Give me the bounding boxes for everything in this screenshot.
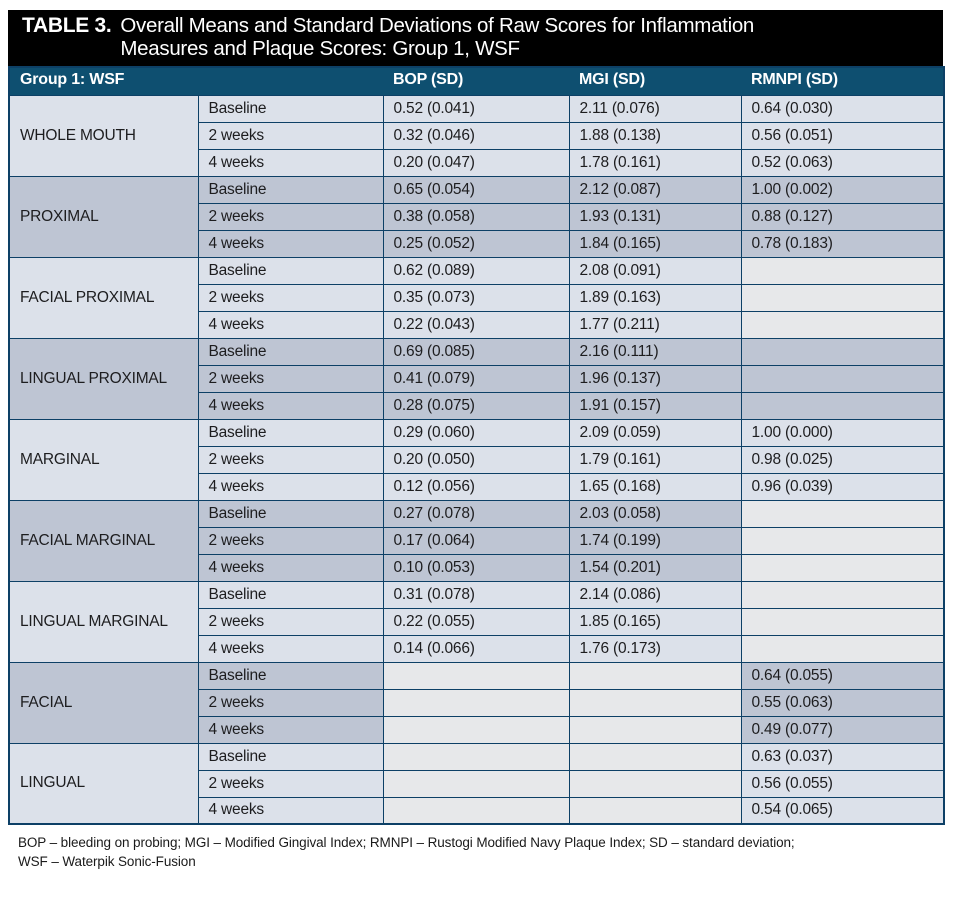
timepoint-cell: Baseline [198, 338, 383, 365]
timepoint-cell: 4 weeks [198, 716, 383, 743]
timepoint-cell: 4 weeks [198, 473, 383, 500]
bop-cell: 0.17 (0.064) [383, 527, 569, 554]
rmnpi-cell: 0.63 (0.037) [741, 743, 944, 770]
timepoint-cell: 2 weeks [198, 608, 383, 635]
bop-cell: 0.20 (0.050) [383, 446, 569, 473]
bop-cell: 0.65 (0.054) [383, 176, 569, 203]
timepoint-cell: 2 weeks [198, 284, 383, 311]
bop-cell: 0.69 (0.085) [383, 338, 569, 365]
table-number: TABLE 3. [22, 14, 112, 37]
group-label-marginal: MARGINAL [9, 419, 198, 500]
header-row [9, 67, 944, 95]
timepoint-cell: 4 weeks [198, 392, 383, 419]
bop-cell: 0.31 (0.078) [383, 581, 569, 608]
mgi-cell: 2.16 (0.111) [569, 338, 741, 365]
bop-cell-empty [383, 689, 569, 716]
group-label-lingual-proximal: LINGUAL PROXIMAL [9, 338, 198, 419]
mgi-cell: 1.54 (0.201) [569, 554, 741, 581]
mgi-cell: 2.11 (0.076) [569, 95, 741, 122]
mgi-cell-empty [569, 770, 741, 797]
table-body [9, 95, 944, 824]
timepoint-cell: Baseline [198, 743, 383, 770]
group-label-facial: FACIAL [9, 662, 198, 743]
rmnpi-cell-empty [741, 554, 944, 581]
rmnpi-cell: 0.78 (0.183) [741, 230, 944, 257]
rmnpi-cell: 1.00 (0.002) [741, 176, 944, 203]
rmnpi-cell-empty [741, 311, 944, 338]
table-title-bar [8, 10, 943, 66]
table-row [9, 581, 944, 608]
mgi-cell: 1.88 (0.138) [569, 122, 741, 149]
bop-cell: 0.25 (0.052) [383, 230, 569, 257]
rmnpi-cell-empty [741, 500, 944, 527]
timepoint-cell: 2 weeks [198, 122, 383, 149]
timepoint-cell: 2 weeks [198, 770, 383, 797]
group-label-whole-mouth: WHOLE MOUTH [9, 95, 198, 176]
header-bop-col: BOP (SD) [383, 67, 569, 95]
rmnpi-cell: 0.98 (0.025) [741, 446, 944, 473]
timepoint-cell: 2 weeks [198, 689, 383, 716]
timepoint-cell: Baseline [198, 95, 383, 122]
mgi-cell-empty [569, 662, 741, 689]
rmnpi-cell-empty [741, 635, 944, 662]
timepoint-cell: 4 weeks [198, 149, 383, 176]
header-mgi-col: MGI (SD) [569, 67, 741, 95]
mgi-cell-empty [569, 689, 741, 716]
timepoint-cell: 4 weeks [198, 797, 383, 824]
table-row [9, 662, 944, 689]
table-row [9, 500, 944, 527]
bop-cell-empty [383, 797, 569, 824]
mgi-cell: 1.93 (0.131) [569, 203, 741, 230]
bop-cell: 0.41 (0.079) [383, 365, 569, 392]
bop-cell: 0.22 (0.055) [383, 608, 569, 635]
timepoint-cell: Baseline [198, 419, 383, 446]
bop-cell-empty [383, 716, 569, 743]
timepoint-cell: 2 weeks [198, 446, 383, 473]
mgi-cell: 1.91 (0.157) [569, 392, 741, 419]
mgi-cell: 2.14 (0.086) [569, 581, 741, 608]
mgi-cell: 1.76 (0.173) [569, 635, 741, 662]
bop-cell: 0.14 (0.066) [383, 635, 569, 662]
bop-cell: 0.29 (0.060) [383, 419, 569, 446]
rmnpi-cell: 0.54 (0.065) [741, 797, 944, 824]
table-row [9, 257, 944, 284]
rmnpi-cell-empty [741, 581, 944, 608]
rmnpi-cell: 0.56 (0.051) [741, 122, 944, 149]
rmnpi-cell: 0.88 (0.127) [741, 203, 944, 230]
table-figure [8, 10, 943, 872]
rmnpi-cell: 1.00 (0.000) [741, 419, 944, 446]
mgi-cell: 1.89 (0.163) [569, 284, 741, 311]
rmnpi-cell: 0.64 (0.030) [741, 95, 944, 122]
bop-cell: 0.38 (0.058) [383, 203, 569, 230]
timepoint-cell: Baseline [198, 257, 383, 284]
table-header [9, 67, 944, 95]
mgi-cell: 1.65 (0.168) [569, 473, 741, 500]
mgi-cell-empty [569, 743, 741, 770]
table-title [120, 14, 754, 60]
header-rmnpi-col: RMNPI (SD) [741, 67, 944, 95]
mgi-cell: 1.79 (0.161) [569, 446, 741, 473]
table-title-line2: Measures and Plaque Scores: Group 1, WSF [120, 37, 520, 60]
table-title-line1: Overall Means and Standard Deviations of Raw Scores for Inflammation [120, 14, 755, 37]
group-label-facial-proximal: FACIAL PROXIMAL [9, 257, 198, 338]
footnote-line2: WSF – Waterpik Sonic-Fusion [18, 853, 196, 869]
table-row [9, 743, 944, 770]
timepoint-cell: 4 weeks [198, 230, 383, 257]
group-label-lingual: LINGUAL [9, 743, 198, 824]
timepoint-cell: Baseline [198, 500, 383, 527]
table-row [9, 95, 944, 122]
bop-cell: 0.12 (0.056) [383, 473, 569, 500]
bop-cell-empty [383, 743, 569, 770]
group-label-lingual-marginal: LINGUAL MARGINAL [9, 581, 198, 662]
table-row [9, 338, 944, 365]
bop-cell: 0.22 (0.043) [383, 311, 569, 338]
timepoint-cell: Baseline [198, 662, 383, 689]
bop-cell: 0.62 (0.089) [383, 257, 569, 284]
timepoint-cell: 2 weeks [198, 203, 383, 230]
bop-cell: 0.27 (0.078) [383, 500, 569, 527]
timepoint-cell: Baseline [198, 176, 383, 203]
rmnpi-cell: 0.96 (0.039) [741, 473, 944, 500]
group-label-proximal: PROXIMAL [9, 176, 198, 257]
rmnpi-cell: 0.49 (0.077) [741, 716, 944, 743]
mgi-cell: 1.84 (0.165) [569, 230, 741, 257]
rmnpi-cell: 0.55 (0.063) [741, 689, 944, 716]
timepoint-cell: 2 weeks [198, 365, 383, 392]
rmnpi-cell-empty [741, 365, 944, 392]
mgi-cell-empty [569, 716, 741, 743]
mgi-cell: 2.09 (0.059) [569, 419, 741, 446]
header-group-col: Group 1: WSF [9, 67, 383, 95]
rmnpi-cell: 0.64 (0.055) [741, 662, 944, 689]
table-footnote [8, 834, 943, 872]
rmnpi-cell: 0.56 (0.055) [741, 770, 944, 797]
rmnpi-cell-empty [741, 284, 944, 311]
rmnpi-cell-empty [741, 257, 944, 284]
mgi-cell: 2.08 (0.091) [569, 257, 741, 284]
bop-cell: 0.52 (0.041) [383, 95, 569, 122]
bop-cell: 0.35 (0.073) [383, 284, 569, 311]
bop-cell: 0.20 (0.047) [383, 149, 569, 176]
mgi-cell: 2.12 (0.087) [569, 176, 741, 203]
bop-cell-empty [383, 770, 569, 797]
mgi-cell-empty [569, 797, 741, 824]
mgi-cell: 1.74 (0.199) [569, 527, 741, 554]
rmnpi-cell-empty [741, 392, 944, 419]
rmnpi-cell-empty [741, 527, 944, 554]
table-row [9, 419, 944, 446]
bop-cell-empty [383, 662, 569, 689]
timepoint-cell: Baseline [198, 581, 383, 608]
timepoint-cell: 4 weeks [198, 554, 383, 581]
results-table [8, 66, 945, 825]
bop-cell: 0.32 (0.046) [383, 122, 569, 149]
timepoint-cell: 4 weeks [198, 635, 383, 662]
footnote-line1: BOP – bleeding on probing; MGI – Modified Gingival Index; RMNPI – Rustogi Modified Navy Plaque Index; SD – standard deviation; [18, 835, 795, 850]
mgi-cell: 1.85 (0.165) [569, 608, 741, 635]
mgi-cell: 1.96 (0.137) [569, 365, 741, 392]
group-label-facial-marginal: FACIAL MARGINAL [9, 500, 198, 581]
mgi-cell: 2.03 (0.058) [569, 500, 741, 527]
timepoint-cell: 4 weeks [198, 311, 383, 338]
table-row [9, 176, 944, 203]
rmnpi-cell-empty [741, 338, 944, 365]
mgi-cell: 1.78 (0.161) [569, 149, 741, 176]
rmnpi-cell-empty [741, 608, 944, 635]
bop-cell: 0.28 (0.075) [383, 392, 569, 419]
mgi-cell: 1.77 (0.211) [569, 311, 741, 338]
timepoint-cell: 2 weeks [198, 527, 383, 554]
bop-cell: 0.10 (0.053) [383, 554, 569, 581]
rmnpi-cell: 0.52 (0.063) [741, 149, 944, 176]
